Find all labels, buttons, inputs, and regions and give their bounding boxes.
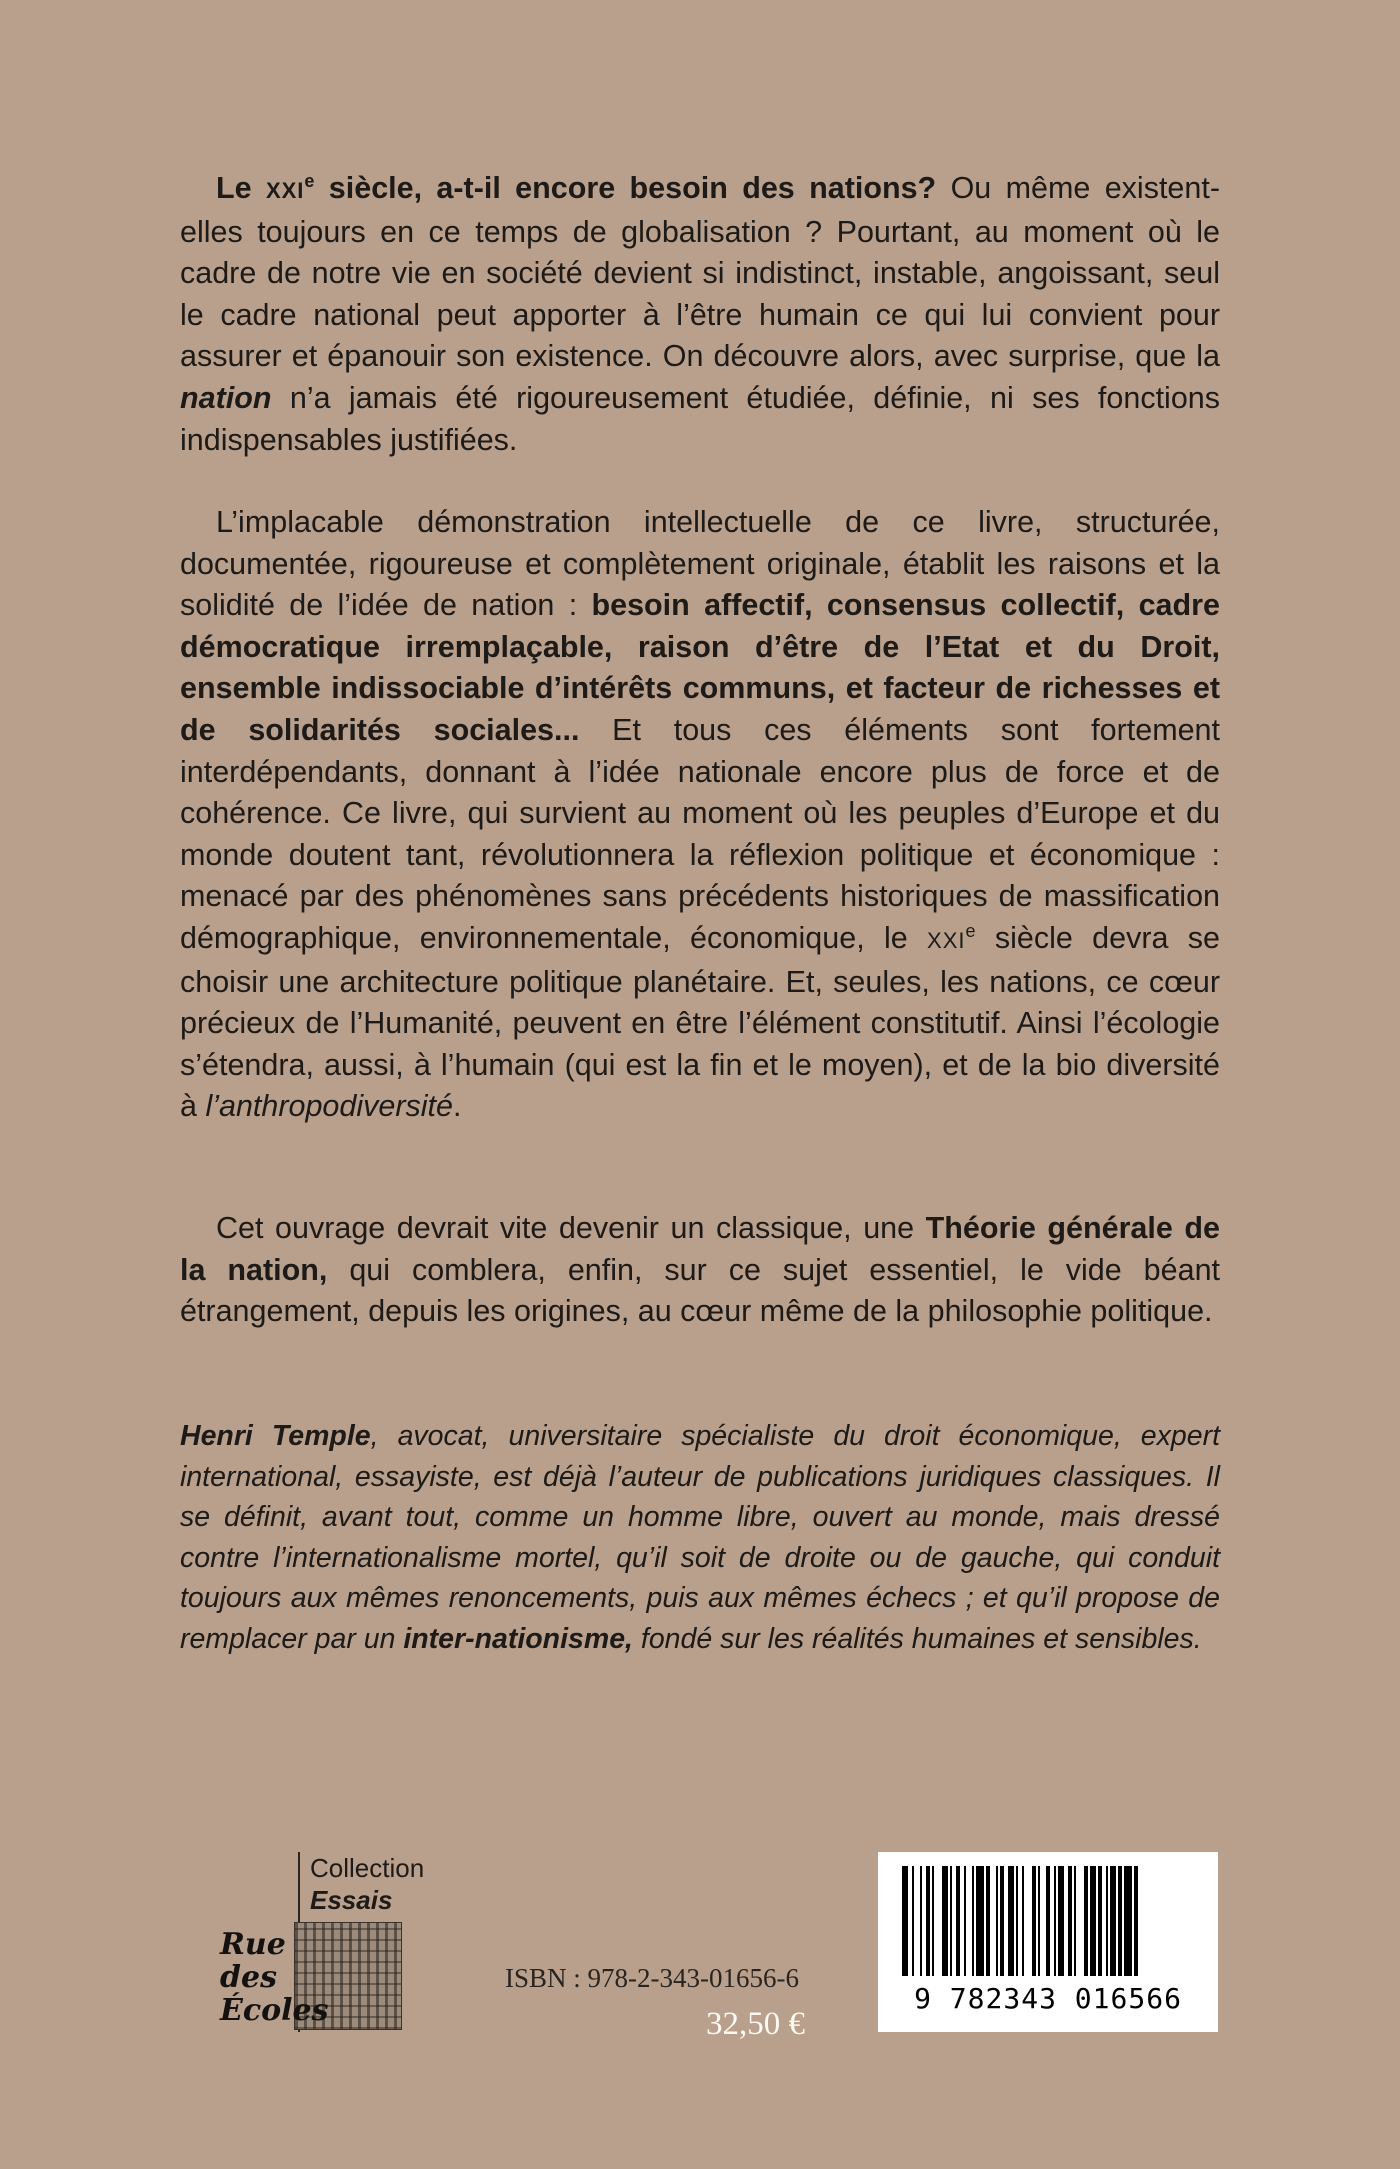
barcode-bar [964, 1866, 966, 1976]
argument-paragraph [180, 502, 1220, 1128]
author-bio-text-b: fondé sur les réalités humaines et sensibles. [632, 1622, 1202, 1655]
conclusion-text-a: Cet ouvrage devrait vite devenir un classique, une [216, 1211, 926, 1245]
collection-title: Collection [310, 1853, 425, 1883]
barcode-bar [1074, 1866, 1076, 1976]
nation-emphasis: nation [180, 380, 272, 415]
barcode-bar [932, 1866, 934, 1976]
barcode-bar [902, 1866, 908, 1976]
barcode-bar [1106, 1866, 1108, 1976]
barcode-bar [1134, 1866, 1138, 1976]
century-numeral: XXI [927, 927, 966, 953]
book-title-emphasis: Théorie générale de la nation, [180, 1211, 1220, 1287]
intro-text-end: n’a jamais été rigoureusement étudiée, définie, ni ses fonctions indispensables justifiées. [180, 380, 1220, 457]
barcode [878, 1852, 1218, 2032]
argument-text-c: siècle devra se choisir une architecture politique planétaire. Et, seules, les nations, ce cœur précieux de l’Humanité, peuvent en être l’élément constitutif. Ainsi l’écologie s’étendra, aussi, à l’humain (qui est la fin et le moyen), et de la bio diversité à [180, 920, 1220, 1124]
collection-name: Essais [310, 1885, 393, 1915]
barcode-bar [1054, 1866, 1056, 1976]
barcode-bar [986, 1866, 990, 1976]
barcode-bar [926, 1866, 930, 1976]
inter-nationisme-emphasis: inter-nationisme, [403, 1622, 633, 1655]
publisher-logo [220, 1928, 329, 2027]
argument-text-b: Et tous ces éléments sont fortement interdépendants, donnant à l’idée nationale encore plus de force et de cohérence. Ce livre, qui survient au moment où les peuples d’Europe et du monde doutent tant, révolutionnera la réflexion politique et économique : menacé par des phénomènes sans précédents historiques de massification démographique, environnementale, économique, le [180, 712, 1220, 955]
question-start: Le [216, 171, 266, 205]
intro-text: Ou même existent-elles toujours en ce temps de globalisation ? Pourtant, au moment où le cadre de notre vie en société devient si indistinct, instable, angoissant, seul le cadre national peut apporter à l’être humain ce qui lui convient pour assurer et épanouir son existence. On découvre alors, avec surprise, que la [180, 171, 1220, 374]
barcode-bar [912, 1866, 914, 1976]
argument-text-a: L’implacable démonstration intellectuelle de ce livre, structurée, documentée, rigoureuse et complètement originale, établit les raisons et la solidité de l’idée de nation : [180, 505, 1220, 623]
author-bio-text-a: , avocat, universitaire spécialiste du droit économique, expert international, essayiste, est déjà l’auteur de publications juridiques classiques. Il se définit, avant tout, comme un homme libre, ouvert au monde, mais dressé contre l’internationalisme mortel, qu’il soit de droite ou de gauche, qui conduit toujours aux mêmes renoncements, puis aux mêmes échecs ; et qu’il propose de remplacer par un [180, 1420, 1220, 1655]
barcode-bar [1032, 1866, 1036, 1976]
barcode-number: 9 782343 016566 [914, 1982, 1182, 2015]
barcode-bar [1046, 1866, 1050, 1976]
century-superscript: e [965, 920, 976, 941]
author-name: Henri Temple [180, 1420, 371, 1452]
barcode-bar [1068, 1866, 1072, 1976]
logo-line-2: des [220, 1960, 277, 1995]
collection-label [310, 1852, 424, 1916]
conclusion-text-b: qui comblera, enfin, sur ce sujet essentiel, le vide béant étrangement, depuis les origines, au cœur même de la philosophie politique. [180, 1252, 1220, 1329]
isbn: ISBN : 978-2-343-01656-6 [505, 1963, 799, 1993]
barcode-bar [1118, 1866, 1122, 1976]
barcode-bar [976, 1866, 984, 1976]
barcode-bar [1038, 1866, 1040, 1976]
logo-line-1: Rue [220, 1927, 286, 1962]
intro-paragraph [180, 168, 1220, 461]
barcode-bar [1084, 1866, 1088, 1976]
barcode-bar [942, 1866, 948, 1976]
barcode-bars [898, 1866, 1198, 1976]
author-bio [180, 1416, 1220, 1659]
argument-text-d: . [452, 1089, 462, 1124]
barcode-bar [920, 1866, 922, 1976]
barcode-bar [1008, 1866, 1014, 1976]
price: 32,50 € [706, 2006, 805, 2042]
argument-bold-list: besoin affectif, consensus collectif, cadre démocratique irremplaçable, raison d’être de l’Etat et du Droit, ensemble indissociable d’intérêts communs, et facteur de richesses et de solidarités sociales... [180, 588, 1220, 747]
barcode-bar [1110, 1866, 1116, 1976]
intro-question [216, 171, 936, 205]
logo-line-3: Écoles [220, 1993, 329, 2028]
century-superscript: e [304, 170, 315, 191]
barcode-bar [1098, 1866, 1102, 1976]
barcode-bar [1090, 1866, 1096, 1976]
barcode-bar [1016, 1866, 1018, 1976]
barcode-bar [996, 1866, 998, 1976]
barcode-bar [972, 1866, 974, 1976]
question-end: siècle, a-t-il encore besoin des nations? [314, 171, 937, 205]
barcode-bar [950, 1866, 952, 1976]
anthropodiversite-emphasis: l’anthropodiversité [205, 1089, 453, 1124]
barcode-bar [1022, 1866, 1024, 1976]
barcode-bar [956, 1866, 960, 1976]
barcode-bar [1000, 1866, 1004, 1976]
conclusion-paragraph [180, 1208, 1220, 1333]
century-numeral: XXI [265, 178, 305, 203]
barcode-bar [1058, 1866, 1064, 1976]
barcode-bar [1124, 1866, 1132, 1976]
